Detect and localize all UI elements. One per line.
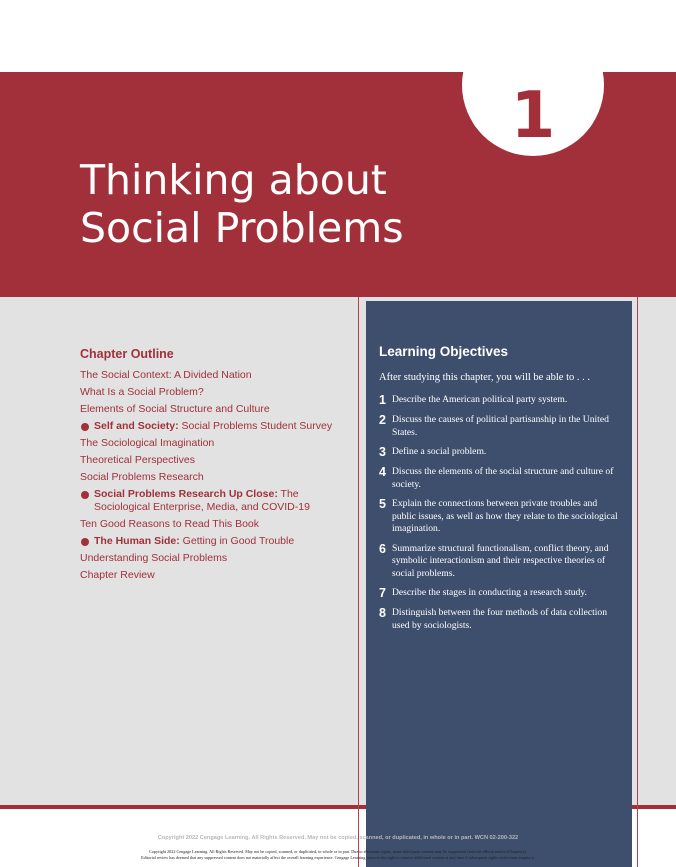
objective-item [379, 498, 618, 536]
outline-item[interactable]: What Is a Social Problem? [80, 386, 204, 398]
outline-feature-item[interactable] [80, 420, 350, 433]
feature-label: Self and Society: [94, 420, 179, 432]
objective-number: 4 [379, 465, 386, 479]
bullet-icon [81, 538, 89, 546]
outline-item[interactable]: Understanding Social Problems [80, 552, 228, 564]
copyright-notice-line-2: Editorial review has deemed that any suppressed content does not materially affect the overall learning experience. Cengage Learning reserves the right to remove additional content at any time if subsequent rights restrictions require it. [141, 854, 535, 860]
objective-number: 8 [379, 606, 386, 620]
copyright-notice [60, 849, 616, 860]
feature-title: Getting in Good Trouble [179, 535, 295, 547]
objective-text: Define a social problem. [392, 446, 487, 457]
outline-heading: Chapter Outline [80, 347, 174, 361]
objective-text: Distinguish between the four methods of data collection used by sociologists. [392, 607, 608, 631]
objective-item [379, 446, 618, 459]
outline-item[interactable]: Chapter Review [80, 569, 155, 581]
objective-item [379, 394, 618, 407]
objective-text: Summarize structural functionalism, conflict theory, and symbolic interactionism and their respective theories of social problems. [392, 542, 609, 579]
chapter-title [80, 156, 404, 252]
feature-label: The Human Side: [94, 535, 180, 547]
chapter-outline [80, 347, 350, 586]
outline-item[interactable]: Ten Good Reasons to Read This Book [80, 518, 259, 530]
objective-text: Discuss the elements of the social structure and culture of society. [392, 466, 614, 490]
objective-text: Describe the American political party system. [392, 394, 568, 405]
objectives-intro: After studying this chapter, you will be able to . . . [379, 372, 590, 383]
bullet-icon [81, 423, 89, 431]
objective-number: 6 [379, 541, 386, 556]
bullet-icon [81, 491, 89, 499]
outline-feature-item[interactable] [80, 535, 350, 548]
left-column-rule [358, 297, 359, 867]
outline-item[interactable]: Social Problems Research [80, 471, 204, 483]
objective-number: 1 [379, 393, 386, 407]
objectives-heading: Learning Objectives [379, 344, 509, 359]
objective-item [379, 414, 618, 439]
outline-item[interactable]: Theoretical Perspectives [80, 454, 195, 466]
objective-number: 2 [379, 413, 386, 427]
chapter-banner [0, 72, 676, 297]
copyright-notice-line-1: Copyright 2022 Cengage Learning. All Rights Reserved. May not be copied, scanned, or duplicated, in whole or in part. Due to electronic rights, some third party content may be suppressed from the eBook and/or eChapter(s). [149, 849, 527, 854]
outline-item[interactable]: The Social Context: A Divided Nation [80, 369, 252, 381]
objective-item [379, 543, 618, 581]
objective-text: Discuss the causes of political partisanship in the United States. [392, 414, 609, 438]
objective-item [379, 587, 618, 600]
chapter-title-line-1: Thinking about [80, 156, 387, 204]
feature-title: Social Problems Student Survey [178, 420, 333, 432]
chapter-title-line-2: Social Problems [80, 204, 404, 252]
objective-text: Explain the connections between private troubles and public issues, as well as how they relate to the sociological imagination. [392, 498, 618, 534]
copyright-watermark: Copyright 2022 Cengage Learning. All Rights Reserved. May not be copied, scanned, or duplicated, in whole or in part. WCN 02-200-322 [157, 835, 519, 841]
objectives-list [379, 394, 618, 632]
right-column-rule [637, 297, 638, 867]
outline-list [80, 369, 350, 582]
outline-feature-item[interactable] [80, 488, 350, 514]
feature-label: Social Problems Research Up Close: [94, 488, 278, 500]
outline-item[interactable]: The Sociological Imagination [80, 437, 215, 449]
feature-title: The Sociological Enterprise, Media, and COVID-19 [94, 488, 310, 513]
chapter-number-circle [462, 14, 604, 156]
objective-item [379, 607, 618, 632]
objective-item [379, 466, 618, 491]
objective-number: 5 [379, 497, 386, 511]
objective-text: Describe the stages in conducting a research study. [392, 587, 587, 598]
objective-number: 3 [379, 445, 386, 459]
objective-number: 7 [379, 586, 386, 600]
outline-item[interactable]: Elements of Social Structure and Culture [80, 403, 270, 415]
learning-objectives-panel [366, 301, 632, 867]
chapter-number: 1 [510, 79, 556, 153]
